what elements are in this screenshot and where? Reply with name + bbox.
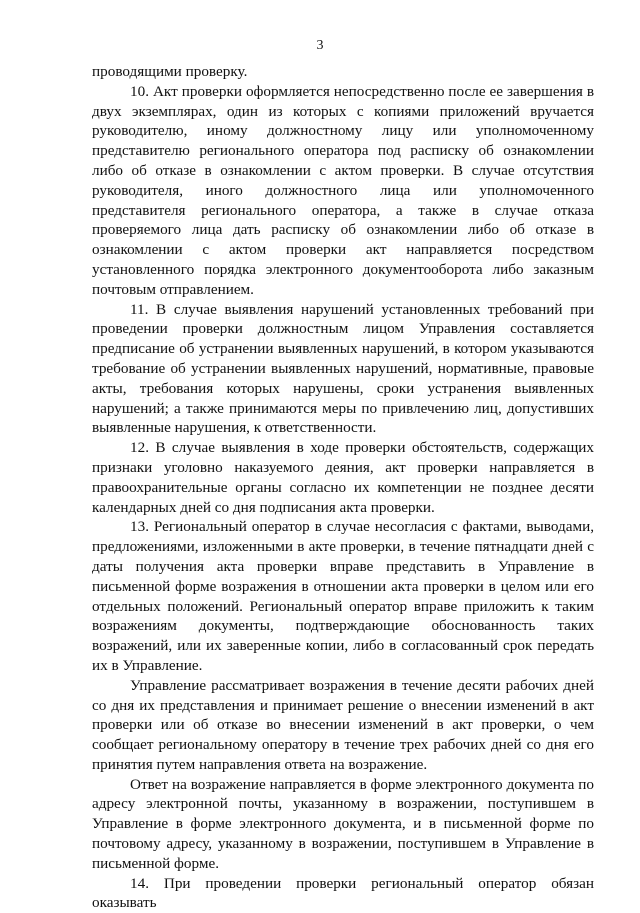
paragraph-11: 11. В случае выявления нарушений установленных требований при проведении проверки должностным лицом Управления составляется предписание об устранении выявленных нарушений, в котором указываются требование об устранении выявленных нарушений, нормативные, правовые акты, требования которых нарушены, сроки устранения выявленных нарушений; а также принимаются меры по привлечению лиц, допустивших выявленные нарушения, к ответственности. — [92, 300, 594, 437]
page-number: 3 — [316, 38, 324, 53]
paragraph-continuation: проводящими проверку. — [92, 63, 248, 80]
paragraph-14: 14. При проведении проверки региональный оператор обязан оказывать — [92, 874, 594, 912]
paragraph-13: 13. Региональный оператор в случае несогласия с фактами, выводами, предложениями, изложенными в акте проверки, в течение пятнадцати дней с даты получения акта проверки вправе представить в Управление в письменной форме возражения в отношении акта проверки в целом или его отдельных положений. Региональный оператор вправе приложить к таким возражениям документы, подтверждающие обоснованность таких возражений, или их заверенные копии, либо в согласованный срок передать их в Управление. — [92, 518, 594, 674]
paragraph-13-review: Управление рассматривает возражения в течение десяти рабочих дней со дня их представления и принимает решение о внесении изменений в акт проверки или об отказе во внесении изменений в акт проверки, о чем сообщает региональному оператору в течение трех рабочих дней со дня его принятия путем направления ответа на возражение. — [92, 676, 594, 773]
document-body — [92, 62, 594, 913]
paragraph-10: 10. Акт проверки оформляется непосредственно после ее завершения в двух экземплярах, один из которых с копиями приложений вручается руководителю, иному должностному лицу или уполномоченному представителю регионального оператора под расписку об ознакомлении либо об отказе в ознакомлении с актом проверки. В случае отсутствия руководителя, иного должностного лица или уполномоченного представителя регионального оператора, а также в случае отказа проверяемого лица дать расписку об ознакомлении либо об отказе в ознакомлении с актом проверки акт направляется посредством установленного порядка электронного документооборота либо заказным почтовым отправлением. — [92, 82, 594, 298]
paragraph-13-response: Ответ на возражение направляется в форме электронного документа по адресу электронной почты, указанному в возражении, поступившем в Управление в форме электронного документа, и в письменной форме по почтовому адресу, указанному в возражении, поступившем в Управление в письменной форме. — [92, 775, 594, 872]
paragraph-12: 12. В случае выявления в ходе проверки обстоятельств, содержащих признаки уголовно наказуемого деяния, акт проверки направляется в правоохранительные органы согласно их компетенции не позднее десяти календарных дней со дня подписания акта проверки. — [92, 439, 594, 516]
